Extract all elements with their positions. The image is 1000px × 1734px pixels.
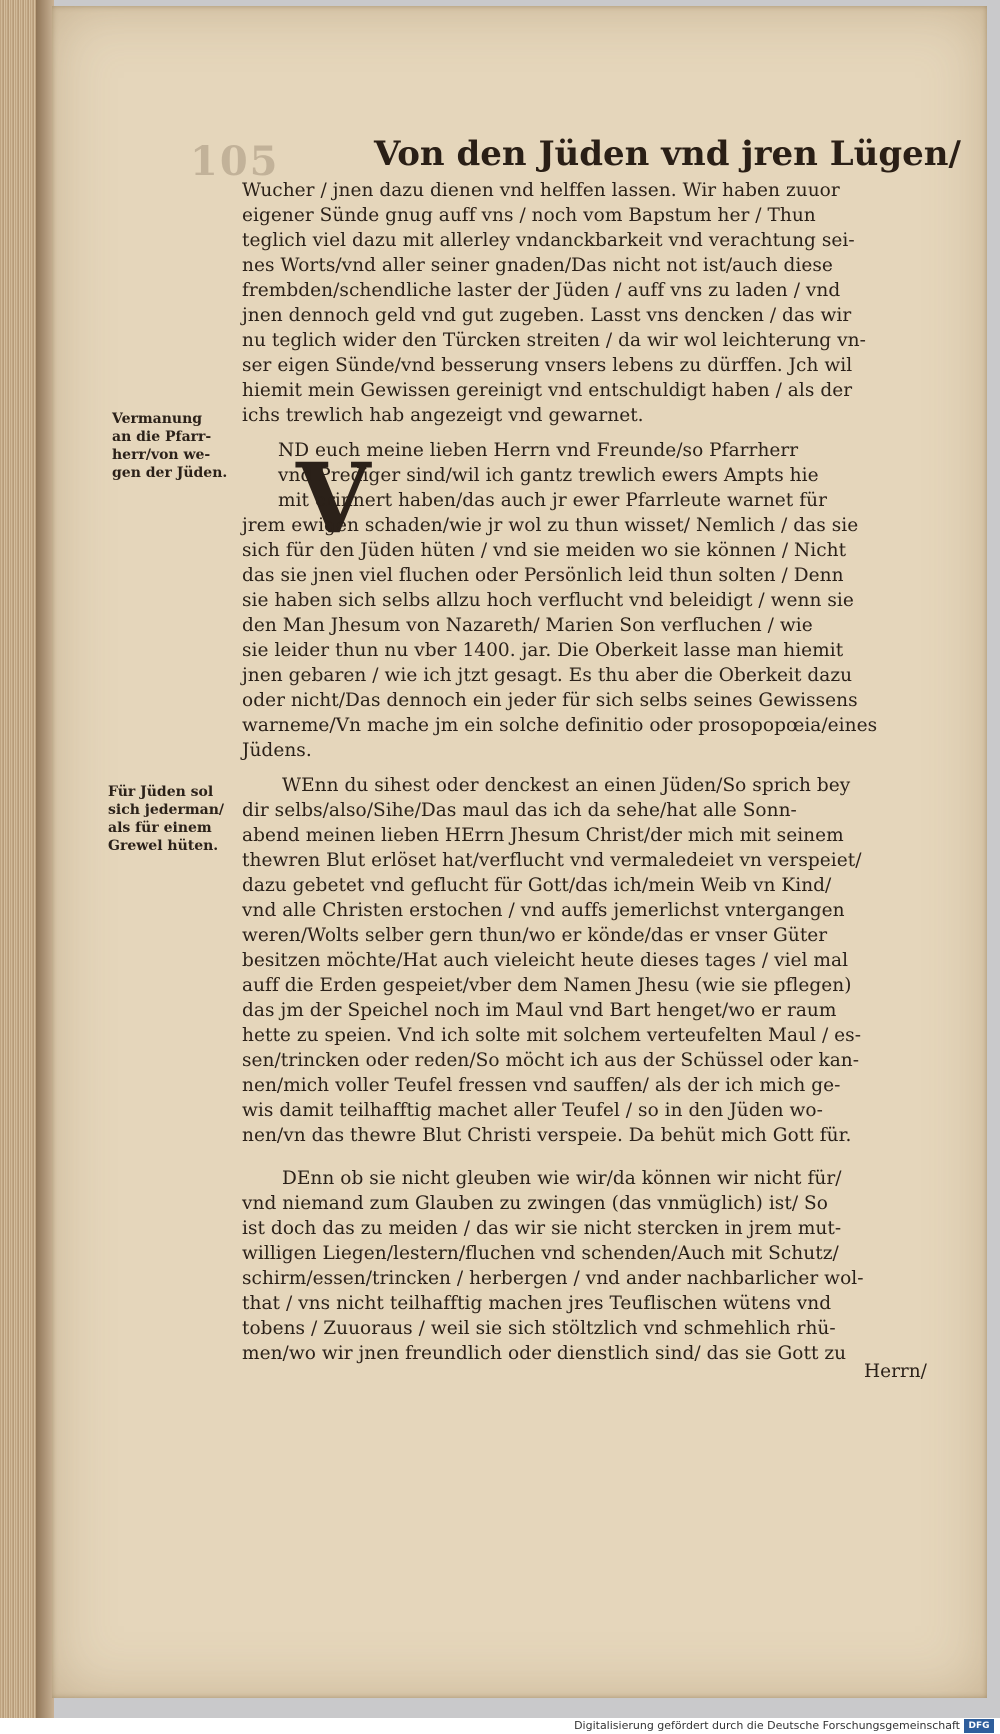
margin-note-line: an die Pfarr- <box>112 429 212 445</box>
text-line: ist doch das zu meiden / das wir sie nicht stercken in jrem mut- <box>242 1218 842 1239</box>
text-line: oder nicht/Das dennoch ein jeder für sich selbs seines Gewissens <box>242 690 858 711</box>
margin-note-line: herr/von we- <box>112 447 211 463</box>
text-line: vnd niemand zum Glauben zu zwingen (das vnmüglich) ist/ So <box>242 1193 828 1214</box>
margin-note-1 <box>112 410 227 482</box>
ghost-page-number: 105 <box>190 138 280 185</box>
text-line: sie haben sich selbs allzu hoch verflucht vnd beleidigt / wenn sie <box>242 590 854 611</box>
text-line: that / vns nicht teilhafftig machen jres Teuflischen wütens vnd <box>242 1293 832 1314</box>
margin-note-line: Grewel hüten. <box>108 838 219 854</box>
margin-note-2 <box>108 783 224 855</box>
text-line: den Man Jhesum von Nazareth/ Marien Son verfluchen / wie <box>242 615 813 636</box>
text-line: hette zu speien. Vnd ich solte mit solchem verteufelten Maul / es- <box>242 1025 862 1046</box>
catchword: Herrn/ <box>864 1361 927 1382</box>
text-line: vnd alle Christen erstochen / vnd auffs jemerlichst vntergangen <box>242 900 845 921</box>
body-text <box>242 178 902 1366</box>
text-line: mit erinnert haben/das auch jr ewer Pfarrleute warnet für <box>278 490 827 511</box>
text-line: Jüdens. <box>242 740 312 761</box>
text-line: frembden/schendliche laster der Jüden / auff vns zu laden / vnd <box>242 280 841 301</box>
text-line: sen/trincken oder reden/So möcht ich aus der Schüssel oder kan- <box>242 1050 860 1071</box>
paragraph-1 <box>242 178 902 428</box>
text-line: nen/mich voller Teufel fressen vnd sauffen/ als der ich mich ge- <box>242 1075 841 1096</box>
text-line: sie leider thun nu vber 1400. jar. Die Oberkeit lasse man hiemit <box>242 640 844 661</box>
footer-credit: Digitalisierung gefördert durch die Deutsche Forschungsgemeinschaft <box>574 1719 960 1732</box>
text-line: men/wo wir jnen freundlich oder dienstlich sind/ das sie Gott zu <box>242 1343 847 1364</box>
text-line: sich für den Jüden hüten / vnd sie meiden wo sie können / Nicht <box>242 540 847 561</box>
text-line: wis damit teilhafftig machet aller Teufel / so in den Jüden wo- <box>242 1100 823 1121</box>
drop-cap: V <box>296 442 371 555</box>
dfg-logo: DFG <box>964 1719 994 1733</box>
text-line: Wucher / jnen dazu dienen vnd helffen lassen. Wir haben zuuor <box>242 180 840 201</box>
text-line: dazu gebetet vnd geflucht für Gott/das ich/mein Weib vn Kind/ <box>242 875 832 896</box>
text-line: nu teglich wider den Türcken streiten / da wir wol leichterung vn- <box>242 330 866 351</box>
text-line: dir selbs/also/Sihe/Das maul das ich da sehe/hat alle Sonn- <box>242 800 797 821</box>
margin-note-line: gen der Jüden. <box>112 465 228 481</box>
text-line: schirm/essen/trincken / herbergen / vnd ander nachbarlicher wol- <box>242 1268 864 1289</box>
text-line: tobens / Zuuoraus / weil sie sich stöltzlich vnd schmehlich rhü- <box>242 1318 836 1339</box>
text-line: vnd Prediger sind/wil ich gantz trewlich ewers Ampts hie <box>278 465 819 486</box>
text-line: auff die Erden gespeiet/vber dem Namen Jhesu (wie sie pflegen) <box>242 975 852 996</box>
margin-note-line: als für einem <box>108 820 212 836</box>
text-line: ser eigen Sünde/vnd besserung vnsers lebens zu dürffen. Jch wil <box>242 355 853 376</box>
text-line: jnen dennoch geld vnd gut zugeben. Lasst vns dencken / das wir <box>242 305 852 326</box>
text-line: eigener Sünde gnug auff vns / noch vom Bapstum her / Thun <box>242 205 816 226</box>
margin-note-line: Für Jüden sol <box>108 784 214 800</box>
text-line: das jm der Speichel noch im Maul vnd Bart henget/wo er raum <box>242 1000 837 1021</box>
margin-note-line: sich jederman/ <box>108 802 224 818</box>
text-line: WEnn du sihest oder denckest an einen Jüden/So sprich bey <box>282 775 851 796</box>
book-page-edges <box>0 0 36 1734</box>
text-line: weren/Wolts selber gern thun/wo er könde/das er vnser Güter <box>242 925 828 946</box>
paragraph-2 <box>242 438 902 763</box>
text-line: besitzen möchte/Hat auch vieleicht heute dieses tages / viel mal <box>242 950 849 971</box>
margin-note-line: Vermanung <box>112 411 203 427</box>
text-line: jnen gebaren / wie ich jtzt gesagt. Es thu aber die Oberkeit dazu <box>242 665 853 686</box>
running-head: Von den Jüden vnd jren Lügen/ <box>374 134 961 174</box>
text-line: ND euch meine lieben Herrn vnd Freunde/so Pfarrherr <box>278 440 799 461</box>
text-line: hiemit mein Gewissen gereinigt vnd entschuldigt haben / als der <box>242 380 853 401</box>
text-line: ichs trewlich hab angezeigt vnd gewarnet. <box>242 405 644 426</box>
text-line: willigen Liegen/lestern/fluchen vnd schenden/Auch mit Schutz/ <box>242 1243 839 1264</box>
text-line: DEnn ob sie nicht gleuben wie wir/da können wir nicht für/ <box>282 1168 842 1189</box>
text-line: nes Worts/vnd aller seiner gnaden/Das nicht not ist/auch diese <box>242 255 833 276</box>
text-line: nen/vn das thewre Blut Christi verspeie. Da behüt mich Gott für. <box>242 1125 852 1146</box>
text-line: abend meinen lieben HErrn Jhesum Christ/der mich mit seinem <box>242 825 844 846</box>
text-line: thewren Blut erlöset hat/verflucht vnd vermaledeiet vn verspeiet/ <box>242 850 862 871</box>
paragraph-3 <box>242 773 902 1148</box>
text-line: jrem ewigen schaden/wie jr wol zu thun wisset/ Nemlich / das sie <box>242 515 859 536</box>
text-line: warneme/Vn mache jm ein solche definitio oder prosopopœia/eines <box>242 715 878 736</box>
paragraph-4 <box>242 1166 902 1366</box>
text-line: das sie jnen viel fluchen oder Persönlich leid thun solten / Denn <box>242 565 844 586</box>
text-line: teglich viel dazu mit allerley vndanckbarkeit vnd verachtung sei- <box>242 230 855 251</box>
